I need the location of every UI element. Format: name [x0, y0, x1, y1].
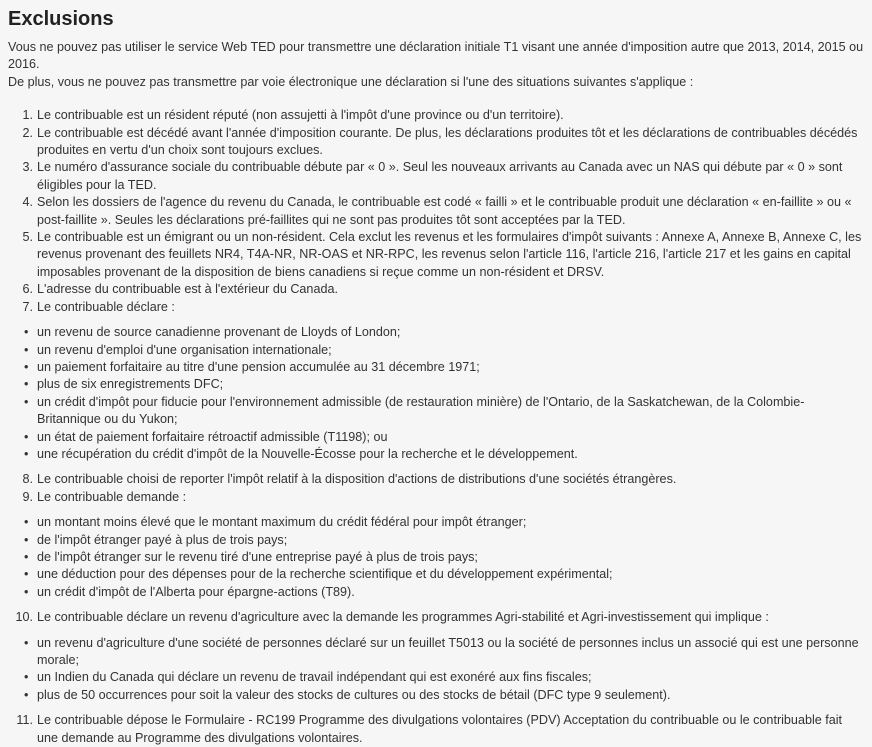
item-text: Le contribuable déclare :: [37, 299, 175, 314]
bullet-icon: •: [24, 429, 29, 444]
exclusion-item: [8, 299, 864, 316]
bullet-icon: •: [24, 446, 29, 461]
intro-line-2: De plus, vous ne pouvez pas transmettre par voie électronique une déclaration si l'une des situations suivantes s'applique :: [8, 74, 694, 89]
exclusions-list: [8, 107, 864, 747]
bullet-icon: •: [24, 377, 29, 392]
bullet-icon: •: [24, 325, 29, 340]
sub-bullet-list: [8, 514, 864, 601]
exclusion-item: [8, 609, 864, 626]
item-text: Le contribuable déclare un revenu d'agriculture avec la demande les programmes Agri-stabilité et Agri-investissement qui implique :: [37, 610, 769, 625]
intro-line-1: Vous ne pouvez pas utiliser le service Web TED pour transmettre une déclaration initiale T1 visant une année d'imposition autre que 2013, 2014, 2015 ou 2016.: [8, 40, 864, 72]
bullet-icon: •: [24, 567, 29, 582]
item-number: 10.: [15, 610, 33, 625]
bullet-icon: •: [24, 342, 29, 357]
bullet-text: une récupération du crédit d'impôt de la Nouvelle-Écosse pour la recherche et le développement.: [37, 446, 578, 461]
exclusion-item: [8, 107, 864, 124]
bullet-icon: •: [24, 515, 29, 530]
list-item: [8, 429, 864, 446]
page-title: Exclusions: [8, 8, 114, 30]
item-number: 1.: [22, 108, 33, 123]
item-number: 6.: [22, 282, 33, 297]
bullet-text: un état de paiement forfaitaire rétroactif admissible (T1198); ou: [37, 429, 388, 444]
bullet-text: un revenu d'agriculture d'une société de personnes déclaré sur un feuillet T5013 ou la société de personnes inclus un associé qui est une personne morale;: [37, 635, 859, 667]
bullet-icon: •: [24, 394, 29, 409]
list-item: [8, 532, 864, 549]
bullet-text: un paiement forfaitaire au titre d'une pension accumulée au 31 décembre 1971;: [37, 359, 480, 374]
bullet-text: un montant moins élevé que le montant maximum du crédit fédéral pour impôt étranger;: [37, 515, 527, 530]
list-item: [8, 446, 864, 463]
item-text: Le contribuable est un résident réputé (non assujetti à l'impôt d'une province ou d'un territoire).: [37, 108, 564, 123]
item-text: Selon les dossiers de l'agence du revenu du Canada, le contribuable est codé « failli » et le contribuable produit une déclaration « en-faillite » ou « post-faillite ». Seules les déclarations pré-faillites qui ne sont pas produites tôt sont acceptées par la TED.: [37, 195, 852, 227]
bullet-text: un Indien du Canada qui déclare un revenu de travail indépendant qui est exonéré aux fins fiscales;: [37, 670, 592, 685]
item-text: Le contribuable demande :: [37, 489, 187, 504]
list-item: [8, 687, 864, 704]
item-text: Le contribuable est décédé avant l'année d'imposition courante. De plus, les déclarations produites tôt et les déclarations de contribuables décédés produites en vertu d'un choix sont toujours exclues.: [37, 125, 858, 158]
exclusion-item: [8, 125, 864, 160]
bullet-icon: •: [24, 670, 29, 685]
item-text: Le contribuable choisi de reporter l'impôt relatif à la disposition d'actions de distributions d'une sociétés étrangères.: [37, 472, 677, 487]
bullet-icon: •: [24, 532, 29, 547]
list-item: [8, 514, 864, 531]
sub-bullet-list: [8, 324, 864, 463]
item-text: Le numéro d'assurance sociale du contribuable débute par « 0 ». Seul les nouveaux arrivants au Canada avec un NAS qui débute par « 0 » sont éligibles pour la TED.: [37, 160, 843, 192]
bullet-text: un crédit d'impôt de l'Alberta pour épargne-actions (T89).: [37, 584, 355, 599]
exclusion-item: [8, 229, 864, 281]
bullet-text: un crédit d'impôt pour fiducie pour l'environnement admissible (de restauration minière) de l'Ontario, de la Saskatchewan, de la Colombie-Britannique ou du Yukon;: [37, 394, 805, 427]
list-item: [8, 566, 864, 583]
intro-paragraph: [8, 39, 864, 91]
exclusion-item: [8, 159, 864, 194]
list-item: [8, 359, 864, 376]
list-item: [8, 376, 864, 393]
bullet-icon: •: [24, 687, 29, 702]
sub-bullet-list: [8, 635, 864, 705]
list-item: [8, 635, 864, 670]
item-number: 7.: [22, 299, 33, 314]
list-item: [8, 669, 864, 686]
list-item: [8, 342, 864, 359]
list-item: [8, 394, 864, 429]
bullet-text: un revenu d'emploi d'une organisation internationale;: [37, 342, 332, 357]
item-number: 9.: [22, 489, 33, 504]
bullet-icon: •: [24, 635, 29, 650]
item-number: 5.: [22, 230, 33, 245]
bullet-text: plus de six enregistrements DFC;: [37, 377, 224, 392]
item-text: Le contribuable est un émigrant ou un non-résident. Cela exclut les revenus et les formulaires d'impôt suivants : Annexe A, Annexe B, Annexe C, les revenus provenant des feuillets NR4, T4A-NR, NR-OAS et NR-RPC, les revenus selon l'article 116, l'article 216, l'article 217 et les gains en capital imposables provenant de la disposition de biens canadiens si reçue comme un non-résident et DRSV.: [37, 230, 862, 279]
item-text: L'adresse du contribuable est à l'extérieur du Canada.: [37, 282, 338, 297]
list-item: [8, 549, 864, 566]
list-item: [8, 324, 864, 341]
item-number: 11.: [16, 713, 33, 728]
exclusion-item: [8, 194, 864, 229]
bullet-text: de l'impôt étranger payé à plus de trois pays;: [37, 532, 288, 547]
item-number: 8.: [22, 472, 33, 487]
item-text: Le contribuable dépose le Formulaire - RC199 Programme des divulgations volontaires (PDV) Acceptation du contribuable ou le contribuable fait une demande au Programme des divulgations volontaires.: [37, 713, 843, 745]
bullet-text: plus de 50 occurrences pour soit la valeur des stocks de cultures ou des stocks de bétail (DFC type 9 seulement).: [37, 687, 671, 702]
item-number: 2.: [22, 125, 33, 140]
item-number: 3.: [22, 160, 33, 175]
exclusion-item: [8, 712, 864, 747]
bullet-text: un revenu de source canadienne provenant de Lloyds of London;: [37, 325, 401, 340]
bullet-icon: •: [24, 549, 29, 564]
bullet-text: de l'impôt étranger sur le revenu tiré d'une entreprise payé à plus de trois pays;: [37, 549, 478, 564]
bullet-icon: •: [24, 584, 29, 599]
exclusion-item: [8, 281, 864, 298]
exclusion-item: [8, 471, 864, 488]
exclusion-item: [8, 489, 864, 506]
bullet-icon: •: [24, 359, 29, 374]
list-item: [8, 584, 864, 601]
item-number: 4.: [22, 195, 33, 210]
bullet-text: une déduction pour des dépenses pour de la recherche scientifique et du développement expérimental;: [37, 567, 613, 582]
